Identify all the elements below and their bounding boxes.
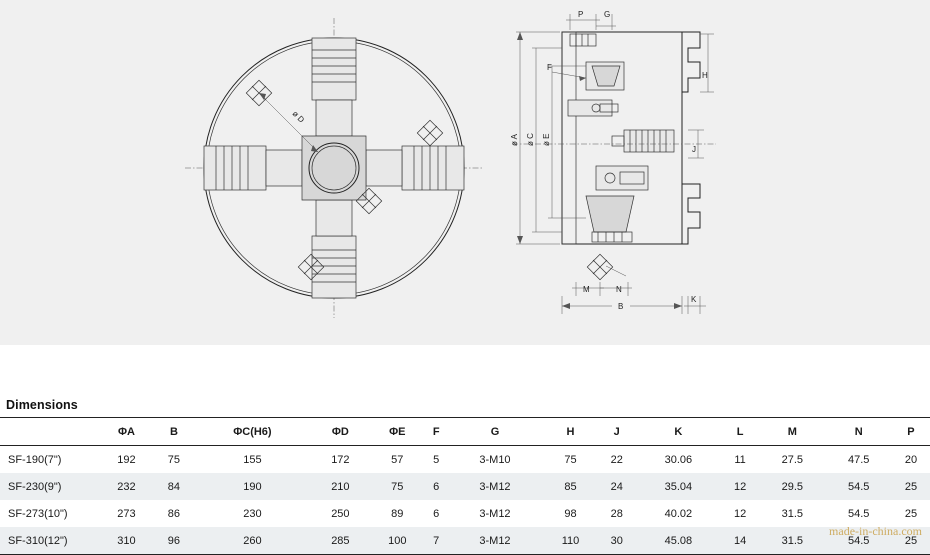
cell-c: 190 [193,473,312,500]
cell-h: 98 [543,500,597,527]
column-header-n: N [826,418,892,446]
cell-g: 3-M12 [447,527,544,555]
column-header-g: G [447,418,544,446]
key-symbol [587,254,626,279]
cell-k: 45.08 [636,527,721,555]
cell-g: 3-M10 [447,446,544,474]
cell-h: 110 [543,527,597,555]
label-m: M [583,285,590,294]
cell-j: 24 [598,473,636,500]
table-header-row [0,418,930,446]
cell-model: SF-273(10") [0,500,98,527]
cell-c: 260 [193,527,312,555]
label-b: B [618,302,624,311]
cell-l: 12 [721,473,759,500]
cell-e: 89 [369,500,426,527]
table-row [0,446,930,474]
column-header-b: B [155,418,193,446]
label-h: H [702,71,708,80]
side-section-view [510,10,716,314]
cell-k: 40.02 [636,500,721,527]
cell-j: 28 [598,500,636,527]
cell-m: 31.5 [759,500,825,527]
column-header-h: H [543,418,597,446]
column-header-p: P [892,418,930,446]
column-header-k: K [636,418,721,446]
cell-h: 85 [543,473,597,500]
column-header-d: ΦD [312,418,369,446]
label-diameter-a: ø A [510,133,519,146]
cell-p: 25 [892,500,930,527]
column-header-model [0,418,98,446]
cell-j: 22 [598,446,636,474]
label-k: K [691,295,697,304]
column-header-e: ΦE [369,418,426,446]
column-header-l: L [721,418,759,446]
cell-b: 84 [155,473,193,500]
cell-n: 54.5 [826,500,892,527]
cell-k: 35.04 [636,473,721,500]
cell-model: SF-230(9") [0,473,98,500]
cell-e: 100 [369,527,426,555]
cell-f: 5 [426,446,447,474]
cell-p: 20 [892,446,930,474]
cell-j: 30 [598,527,636,555]
label-g: G [604,10,611,19]
pinion-socket [417,120,442,145]
cell-d: 285 [312,527,369,555]
cell-k: 30.06 [636,446,721,474]
cell-b: 75 [155,446,193,474]
watermark: made-in-china.com [829,524,922,538]
cell-n: 54.5 [826,473,892,500]
cell-l: 14 [721,527,759,555]
cell-g: 3-M12 [447,500,544,527]
cell-a: 192 [98,446,155,474]
cell-c: 230 [193,500,312,527]
column-header-c: ΦC(H6) [193,418,312,446]
cell-a: 310 [98,527,155,555]
front-view [185,18,483,318]
cell-d: 250 [312,500,369,527]
cell-d: 210 [312,473,369,500]
table-row [0,527,930,555]
column-header-a: ΦA [98,418,155,446]
dimensions-title: Dimensions [6,398,78,412]
cell-g: 3-M12 [447,473,544,500]
cell-a: 273 [98,500,155,527]
cell-n: 54.5 [826,527,892,555]
dimensions-section [0,345,930,547]
cell-b: 86 [155,500,193,527]
cell-p: 25 [892,473,930,500]
label-n: N [616,285,622,294]
cell-l: 12 [721,500,759,527]
column-header-m: M [759,418,825,446]
column-header-j: J [598,418,636,446]
label-f: F [547,63,552,72]
table-row [0,500,930,527]
label-diameter-d: ø D [290,109,307,125]
cell-e: 75 [369,473,426,500]
cell-c: 155 [193,446,312,474]
column-header-f: F [426,418,447,446]
label-j: J [692,145,696,154]
label-p: P [578,10,584,19]
cell-d: 172 [312,446,369,474]
cell-m: 29.5 [759,473,825,500]
cell-b: 96 [155,527,193,555]
dimensions-table [0,417,930,555]
table-row [0,473,930,500]
cell-f: 6 [426,500,447,527]
cell-m: 27.5 [759,446,825,474]
cell-f: 7 [426,527,447,555]
cell-p: 25 [892,527,930,555]
cell-n: 47.5 [826,446,892,474]
cell-f: 6 [426,473,447,500]
cell-a: 232 [98,473,155,500]
cell-m: 31.5 [759,527,825,555]
label-diameter-c: ø C [526,133,535,146]
cell-l: 11 [721,446,759,474]
cell-h: 75 [543,446,597,474]
cell-model: SF-310(12") [0,527,98,555]
label-diameter-e: ø E [542,133,551,146]
cell-e: 57 [369,446,426,474]
cell-model: SF-190(7") [0,446,98,474]
